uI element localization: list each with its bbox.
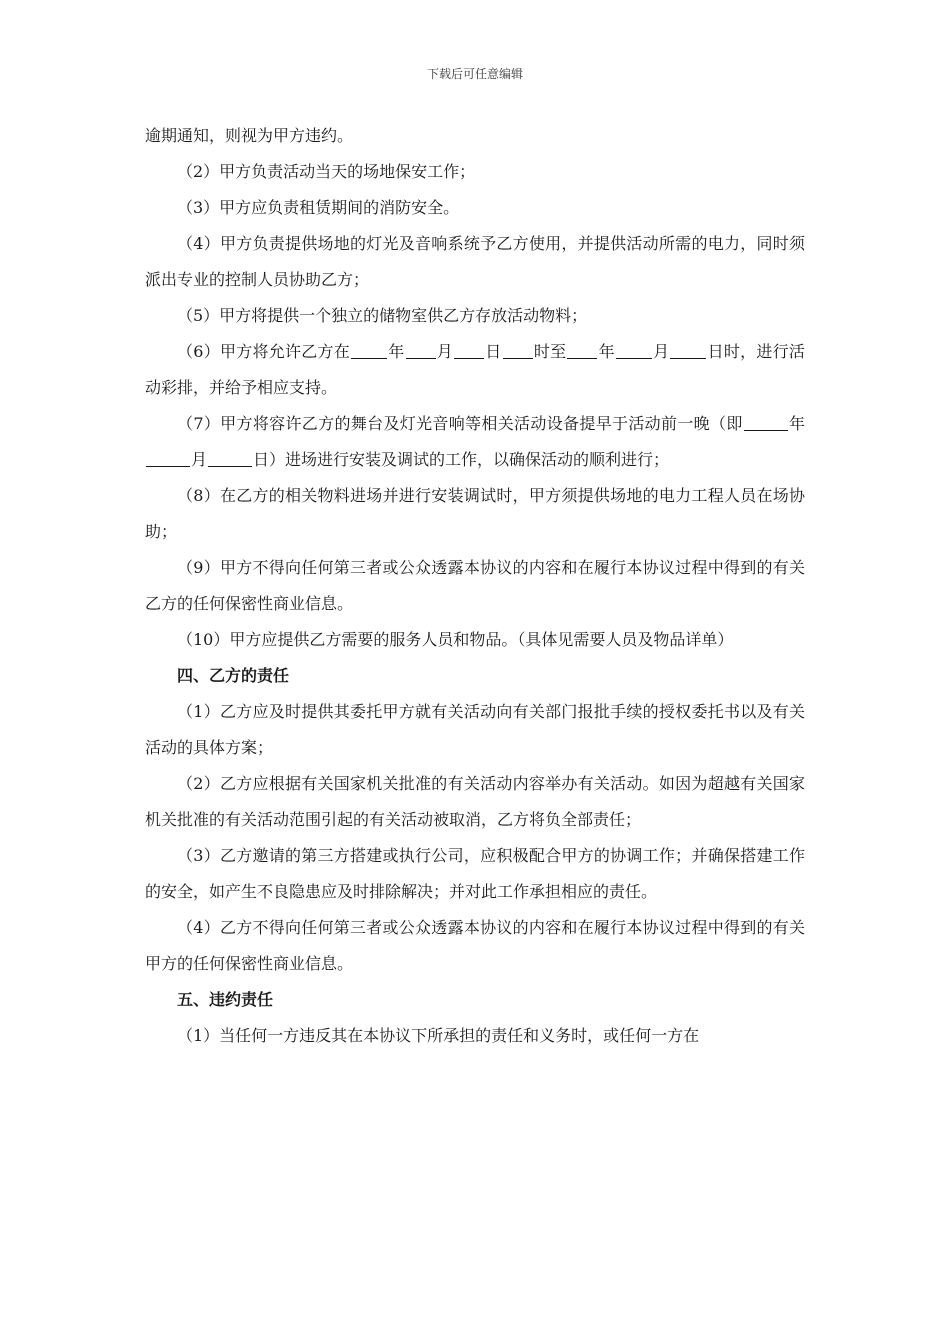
- clause-b1: （1）乙方应及时提供其委托甲方就有关活动向有关部门报批手续的授权委托书以及有关活动的具体方案；: [145, 702, 805, 757]
- blank-line: [503, 357, 533, 359]
- clause-b2: （2）乙方应根据有关国家机关批准的有关活动内容举办有关活动。如因为超越有关国家机关批准的有关活动范围引起的有关活动被取消，乙方将负全部责任；: [145, 774, 805, 829]
- document-body: [145, 118, 805, 1054]
- blank-line: [208, 465, 252, 467]
- page-header-watermark: 下载后可任意编辑: [426, 67, 523, 81]
- blank-line: [744, 429, 788, 431]
- clause-6: （6）甲方将允许乙方在 年 月 日 时至 年 月 日时，进行活动彩排，并给予相应支持。: [145, 342, 805, 397]
- clause-10: （10）甲方应提供乙方需要的服务人员和物品。（具体见需要人员及物品详单）: [177, 630, 734, 649]
- blank-line: [351, 357, 387, 359]
- blank-line: [567, 357, 597, 359]
- clause-b3: （3）乙方邀请的第三方搭建或执行公司，应积极配合甲方的协调工作；并确保搭建工作的安全，如产生不良隐患应及时排除解决；并对此工作承担相应的责任。: [145, 846, 805, 901]
- clause-c1: （1）当任何一方违反其在本协议下所承担的责任和义务时，或任何一方在: [177, 1026, 700, 1045]
- clause-9: （9）甲方不得向任何第三者或公众透露本协议的内容和在履行本协议过程中得到的有关乙方的任何保密性商业信息。: [145, 558, 805, 613]
- clause-7: （7）甲方将容许乙方的舞台及灯光音响等相关活动设备提早于活动前一晚（即 年月 日）进场进行安装及调试的工作，以确保活动的顺利进行；: [145, 406, 805, 478]
- section-heading-4: 四、乙方的责任: [177, 666, 290, 685]
- clause-5: （5）甲方将提供一个独立的储物室供乙方存放活动物料；: [177, 306, 588, 325]
- clause-4: （4）甲方负责提供场地的灯光及音响系统予乙方使用，并提供活动所需的电力，同时须派出专业的控制人员协助乙方；: [145, 234, 805, 289]
- blank-line: [454, 357, 484, 359]
- clause-3: （3）甲方应负责租赁期间的消防安全。: [177, 198, 460, 217]
- blank-line: [406, 357, 436, 359]
- clause-8: （8）在乙方的相关物料进场并进行安装调试时，甲方须提供场地的电力工程人员在场协助；: [145, 486, 805, 541]
- paragraph-continuation: 逾期通知，则视为甲方违约。: [145, 126, 354, 145]
- blank-line: [670, 357, 706, 359]
- blank-line: [146, 465, 190, 467]
- section-heading-5: 五、违约责任: [177, 990, 274, 1009]
- clause-b4: （4）乙方不得向任何第三者或公众透露本协议的内容和在履行本协议过程中得到的有关甲方的任何保密性商业信息。: [145, 918, 805, 973]
- blank-line: [616, 357, 652, 359]
- clause-2: （2）甲方负责活动当天的场地保安工作；: [177, 162, 476, 181]
